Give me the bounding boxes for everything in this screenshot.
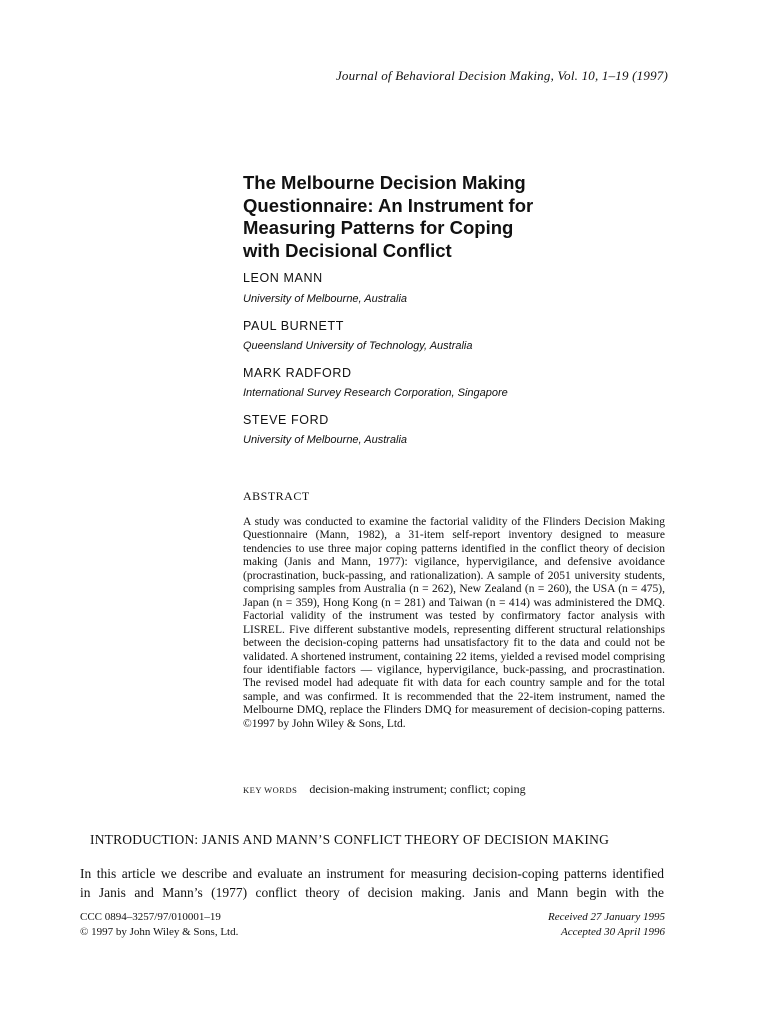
keywords-text: decision-making instrument; conflict; coping	[309, 782, 526, 796]
author-name: STEVE FORD	[243, 413, 329, 427]
footer-publication-info	[80, 910, 238, 940]
footer-dates	[548, 910, 665, 940]
journal-citation: Journal of Behavioral Decision Making, Vol. 10, 1–19 (1997)	[335, 68, 668, 83]
text-line: In this article we describe and evaluate an instrument for measuring decision-coping patterns identified	[80, 866, 664, 881]
keywords	[243, 782, 526, 797]
copyright-notice: © 1997 by John Wiley & Sons, Ltd.	[80, 926, 239, 938]
title-line: Measuring Patterns for Coping	[243, 217, 514, 238]
accepted-date: Accepted 30 April 1996	[561, 926, 665, 938]
section-heading: INTRODUCTION: JANIS AND MANN’S CONFLICT THEORY OF DECISION MAKING	[90, 832, 610, 847]
introduction-text	[80, 864, 664, 902]
author-name: PAUL BURNETT	[243, 319, 344, 333]
author-name: MARK RADFORD	[243, 366, 352, 380]
article-title	[243, 172, 623, 262]
received-date: Received 27 January 1995	[548, 911, 665, 923]
ccc-code: CCC 0894–3257/97/010001–19	[80, 911, 221, 923]
author-affiliation: University of Melbourne, Australia	[243, 434, 408, 446]
author-name: LEON MANN	[243, 271, 323, 285]
text-line: in Janis and Mann’s (1977) conflict theory of decision making. Janis and Mann begin with the	[80, 885, 664, 900]
title-line: with Decisional Conflict	[243, 239, 452, 261]
title-line: The Melbourne Decision Making	[243, 172, 526, 193]
keywords-label: KEY WORDS	[243, 785, 298, 795]
author-affiliation: Queensland University of Technology, Australia	[243, 340, 473, 352]
abstract-text: A study was conducted to examine the factorial validity of the Flinders Decision Making Questionnaire (Mann, 1982), a 31-item self-report inventory designed to measure tendencies to use three major coping patterns identified in the conflict theory of decision making (Janis and Mann, 1977): vigilance, hypervigilance, and defensive avoidance (procrastination, buck-passing, and rationalization). A sample of 2051 university students, comprising samples from Australia (n = 262), New Zealand (n = 260), the USA (n = 475), Japan (n = 359), Hong Kong (n = 281) and Taiwan (n = 414) was administered the DMQ. Factorial validity of the instrument was tested by confirmatory factor analysis with LISREL. Five different substantive models, representing different structural relationships between the decision-coping patterns had unsatisfactory fit to the data and could not be validated. A shortened instrument, containing 22 items, yielded a revised model comprising four identifiable factors — vigilance, hypervigilance, buck-passing, and procrastination. The revised model had adequate fit with data for each country sample and for the total sample, and was confirmed. It is recommended that the 22-item instrument, named the Melbourne DMQ, replace the Flinders DMQ for measurement of decision-coping patterns. ©1997 by John Wiley & Sons, Ltd.	[243, 516, 665, 730]
abstract-heading: ABSTRACT	[243, 489, 310, 503]
author-affiliation: University of Melbourne, Australia	[243, 293, 408, 305]
author-affiliation: International Survey Research Corporation, Singapore	[243, 387, 508, 399]
title-line: Questionnaire: An Instrument for	[243, 194, 534, 216]
